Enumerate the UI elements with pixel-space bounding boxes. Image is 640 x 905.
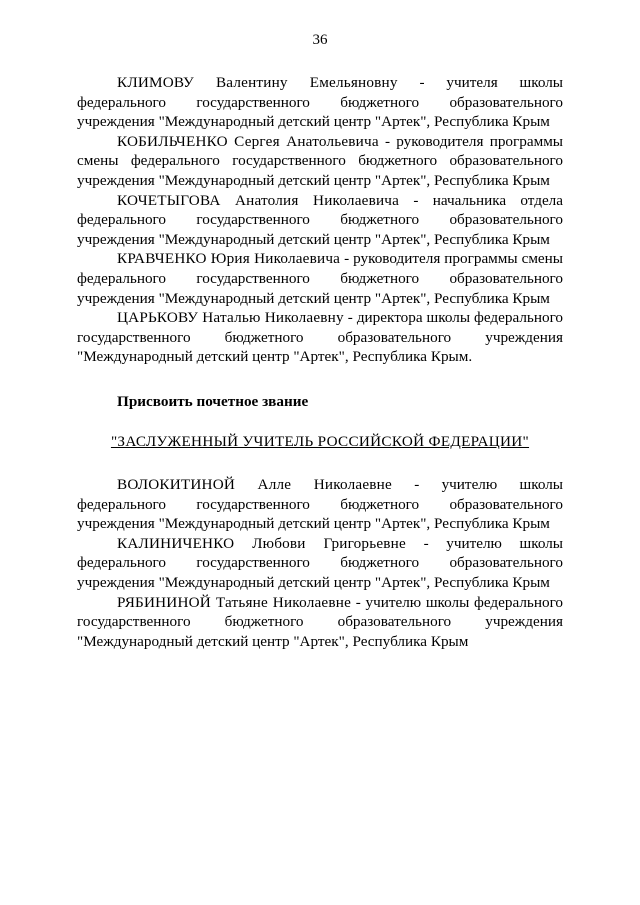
award-entry bbox=[77, 191, 563, 250]
person-position: - учителю школы федерального государственного бюджетного образовательного учреждения "Международный детский центр "Артек", Республика Крым bbox=[77, 476, 564, 533]
award-entry bbox=[77, 73, 563, 132]
award-entry bbox=[77, 475, 563, 534]
award-entry bbox=[77, 534, 563, 593]
person-name: ВОЛОКИТИНОЙ Алле Николаевне bbox=[117, 476, 392, 494]
award-entry bbox=[77, 593, 563, 652]
honorary-title: "ЗАСЛУЖЕННЫЙ УЧИТЕЛЬ РОССИЙСКОЙ ФЕДЕРАЦИИ" bbox=[110, 432, 530, 450]
page-number: 36 bbox=[312, 32, 328, 48]
award-entry bbox=[77, 132, 563, 191]
person-name: ЦАРЬКОВУ Наталью Николаевну bbox=[117, 309, 344, 327]
person-name: КАЛИНИЧЕНКО Любови Григорьевне bbox=[117, 534, 406, 552]
person-name: КОЧЕТЫГОВА Анатолия Николаевича bbox=[117, 191, 400, 209]
award-entry bbox=[77, 249, 563, 308]
person-name: КРАВЧЕНКО Юрия Николаевича bbox=[117, 250, 341, 268]
person-position: - учителя школы федерального государственного бюджетного образовательного учреждения "Международный детский центр "Артек", Республика Крым bbox=[77, 74, 564, 131]
person-position: - руководителя программы смены федерального государственного бюджетного образовательного учреждения "Международный детский центр "Артек", Республика Крым bbox=[77, 250, 564, 307]
person-name: КОБИЛЬЧЕНКО Сергея Анатольевича bbox=[117, 132, 379, 150]
section-heading: Присвоить почетное звание bbox=[117, 392, 309, 410]
person-name: КЛИМОВУ Валентину Емельяновну bbox=[117, 74, 398, 91]
person-position: - учителю школы федерального государственного бюджетного образовательного учреждения "Международный детский центр "Артек", Республика Крым bbox=[77, 534, 563, 592]
person-position: - директора школы федерального государственного бюджетного образовательного учреждения "Международный детский центр "Артек", Республика Крым. bbox=[77, 309, 564, 366]
person-position: - начальника отдела федерального государственного бюджетного образовательного учреждения "Международный детский центр "Артек", Республика Крым bbox=[77, 191, 564, 248]
document-body bbox=[77, 73, 563, 651]
person-position: - руководителя программы смены федерального государственного бюджетного образовательного учреждения "Международный детский центр "Артек", Республика Крым bbox=[77, 132, 564, 189]
award-entry bbox=[77, 308, 563, 367]
person-name: РЯБИНИНОЙ Татьяне Николаевне bbox=[117, 593, 352, 611]
person-position: - учителю школы федерального государственного бюджетного образовательного учреждения "Международный детский центр "Артек", Республика Крым bbox=[77, 593, 564, 650]
